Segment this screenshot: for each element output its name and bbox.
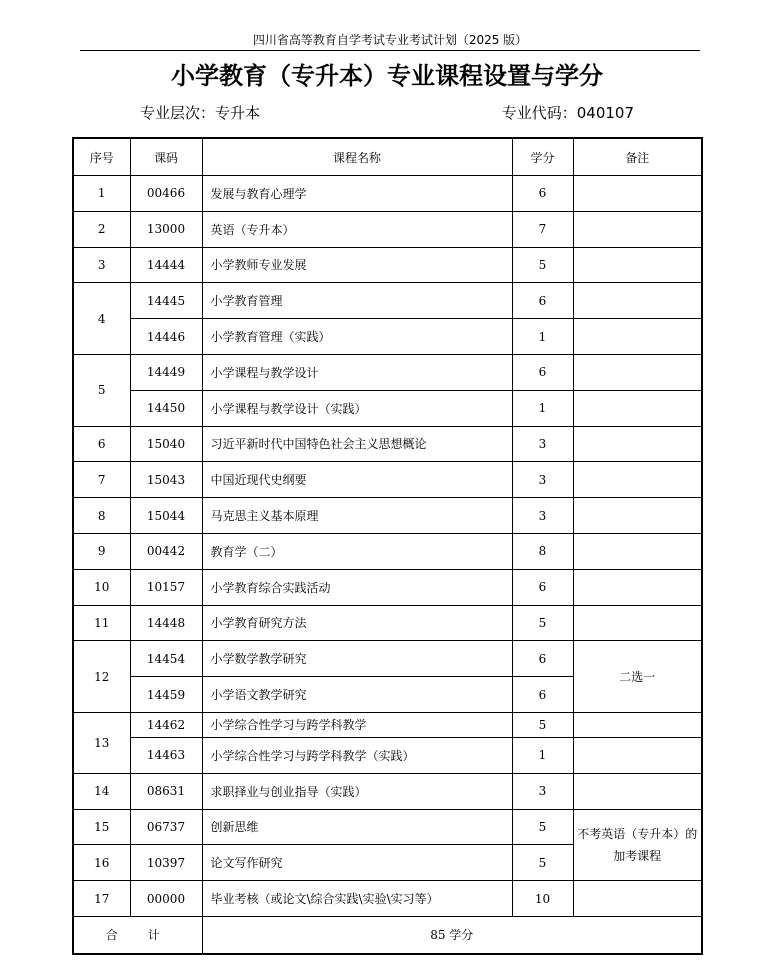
table-row <box>73 319 702 355</box>
table-row <box>73 533 702 569</box>
row-name: 小学数学教学研究 <box>202 641 512 677</box>
extra-course-note <box>573 809 702 881</box>
row-credit: 3 <box>512 498 573 534</box>
row-note <box>573 176 702 212</box>
total-value: 85 学分 <box>202 916 702 954</box>
page-title: 小学教育（专升本）专业课程设置与学分 <box>171 61 603 90</box>
document-header: 四川省高等教育自学考试专业考试计划（2025 版） <box>80 30 700 51</box>
row-note <box>573 390 702 426</box>
row-note <box>573 211 702 247</box>
row-credit: 1 <box>512 319 573 355</box>
col-header-name: 课程名称 <box>202 138 512 176</box>
row-code: 00466 <box>130 176 202 212</box>
row-note <box>573 533 702 569</box>
row-note <box>573 881 702 917</box>
row-credit: 5 <box>512 247 573 283</box>
table-row <box>73 773 702 809</box>
table-row <box>73 569 702 605</box>
row-code: 10397 <box>130 845 202 881</box>
row-note <box>573 737 702 773</box>
row-credit: 5 <box>512 712 573 737</box>
row-code: 13000 <box>130 211 202 247</box>
table-row <box>73 641 702 677</box>
extra-note-line2: 加考课程 <box>613 848 662 863</box>
row-credit: 3 <box>512 426 573 462</box>
row-code: 14462 <box>130 712 202 737</box>
row-seq: 1 <box>73 176 130 212</box>
table-header-row <box>73 138 702 176</box>
row-seq: 17 <box>73 881 130 917</box>
major-level: 专业层次：专升本 <box>140 104 261 122</box>
row-name: 求职择业与创业指导（实践） <box>202 773 512 809</box>
row-code: 15043 <box>130 462 202 498</box>
row-name: 小学教育管理（实践） <box>202 319 512 355</box>
extra-note-line1: 不考英语（专升本）的 <box>577 826 698 841</box>
row-credit: 1 <box>512 390 573 426</box>
row-note <box>573 247 702 283</box>
table-row <box>73 881 702 917</box>
table-row <box>73 809 702 845</box>
row-seq: 5 <box>73 354 130 426</box>
row-note <box>573 283 702 319</box>
table-row <box>73 462 702 498</box>
row-name: 英语（专升本） <box>202 211 512 247</box>
table-row <box>73 247 702 283</box>
row-credit: 6 <box>512 283 573 319</box>
col-header-note: 备注 <box>573 138 702 176</box>
row-name: 中国近现代史纲要 <box>202 462 512 498</box>
row-name: 小学课程与教学设计（实践） <box>202 390 512 426</box>
row-seq: 4 <box>73 283 130 355</box>
row-code: 14459 <box>130 677 202 713</box>
row-code: 14446 <box>130 319 202 355</box>
row-seq: 10 <box>73 569 130 605</box>
row-name: 习近平新时代中国特色社会主义思想概论 <box>202 426 512 462</box>
row-note <box>573 498 702 534</box>
row-seq: 14 <box>73 773 130 809</box>
row-seq: 16 <box>73 845 130 881</box>
row-credit: 10 <box>512 881 573 917</box>
row-name: 小学教师专业发展 <box>202 247 512 283</box>
row-credit: 8 <box>512 533 573 569</box>
table-row <box>73 390 702 426</box>
row-code: 14448 <box>130 605 202 641</box>
row-seq: 6 <box>73 426 130 462</box>
row-code: 14449 <box>130 354 202 390</box>
row-code: 00000 <box>130 881 202 917</box>
row-name: 小学综合性学习与跨学科教学 <box>202 712 512 737</box>
col-header-credit: 学分 <box>512 138 573 176</box>
row-code: 14454 <box>130 641 202 677</box>
row-note <box>573 569 702 605</box>
row-credit: 6 <box>512 569 573 605</box>
row-code: 06737 <box>130 809 202 845</box>
row-seq: 12 <box>73 641 130 713</box>
row-code: 14463 <box>130 737 202 773</box>
row-code: 08631 <box>130 773 202 809</box>
row-code: 15044 <box>130 498 202 534</box>
table-row <box>73 176 702 212</box>
row-credit: 1 <box>512 737 573 773</box>
row-credit: 5 <box>512 605 573 641</box>
elective-note: 二选一 <box>573 641 702 713</box>
row-credit: 7 <box>512 211 573 247</box>
major-code: 专业代码：040107 <box>501 104 634 122</box>
col-header-seq: 序号 <box>73 138 130 176</box>
row-code: 00442 <box>130 533 202 569</box>
table-row <box>73 737 702 773</box>
table-row <box>73 426 702 462</box>
row-note <box>573 462 702 498</box>
table-row <box>73 283 702 319</box>
row-name: 创新思维 <box>202 809 512 845</box>
table-row <box>73 354 702 390</box>
row-note <box>573 354 702 390</box>
course-table <box>72 137 703 955</box>
row-name: 发展与教育心理学 <box>202 176 512 212</box>
row-credit: 3 <box>512 773 573 809</box>
row-seq: 11 <box>73 605 130 641</box>
row-code: 14450 <box>130 390 202 426</box>
row-name: 小学教育综合实践活动 <box>202 569 512 605</box>
row-note <box>573 712 702 737</box>
table-row <box>73 211 702 247</box>
row-credit: 6 <box>512 176 573 212</box>
row-code: 14445 <box>130 283 202 319</box>
col-header-code: 课码 <box>130 138 202 176</box>
table-row <box>73 498 702 534</box>
row-name: 小学教育研究方法 <box>202 605 512 641</box>
row-seq: 8 <box>73 498 130 534</box>
row-seq: 3 <box>73 247 130 283</box>
row-code: 14444 <box>130 247 202 283</box>
row-credit: 5 <box>512 845 573 881</box>
row-seq: 15 <box>73 809 130 845</box>
row-credit: 6 <box>512 641 573 677</box>
row-code: 10157 <box>130 569 202 605</box>
row-credit: 6 <box>512 677 573 713</box>
row-note <box>573 319 702 355</box>
row-note <box>573 773 702 809</box>
row-seq: 9 <box>73 533 130 569</box>
row-name: 马克思主义基本原理 <box>202 498 512 534</box>
row-credit: 6 <box>512 354 573 390</box>
row-name: 小学教育管理 <box>202 283 512 319</box>
row-credit: 3 <box>512 462 573 498</box>
row-note <box>573 426 702 462</box>
row-seq: 13 <box>73 712 130 773</box>
row-code: 15040 <box>130 426 202 462</box>
row-name: 小学课程与教学设计 <box>202 354 512 390</box>
row-name: 论文写作研究 <box>202 845 512 881</box>
row-seq: 2 <box>73 211 130 247</box>
total-row <box>73 916 702 954</box>
row-name: 毕业考核（或论文\综合实践\实验\实习等） <box>202 881 512 917</box>
total-label: 合计 <box>73 916 202 954</box>
row-note <box>573 605 702 641</box>
row-seq: 7 <box>73 462 130 498</box>
row-credit: 5 <box>512 809 573 845</box>
table-row <box>73 712 702 737</box>
row-name: 教育学（二） <box>202 533 512 569</box>
table-row <box>73 605 702 641</box>
row-name: 小学综合性学习与跨学科教学（实践） <box>202 737 512 773</box>
row-name: 小学语文教学研究 <box>202 677 512 713</box>
